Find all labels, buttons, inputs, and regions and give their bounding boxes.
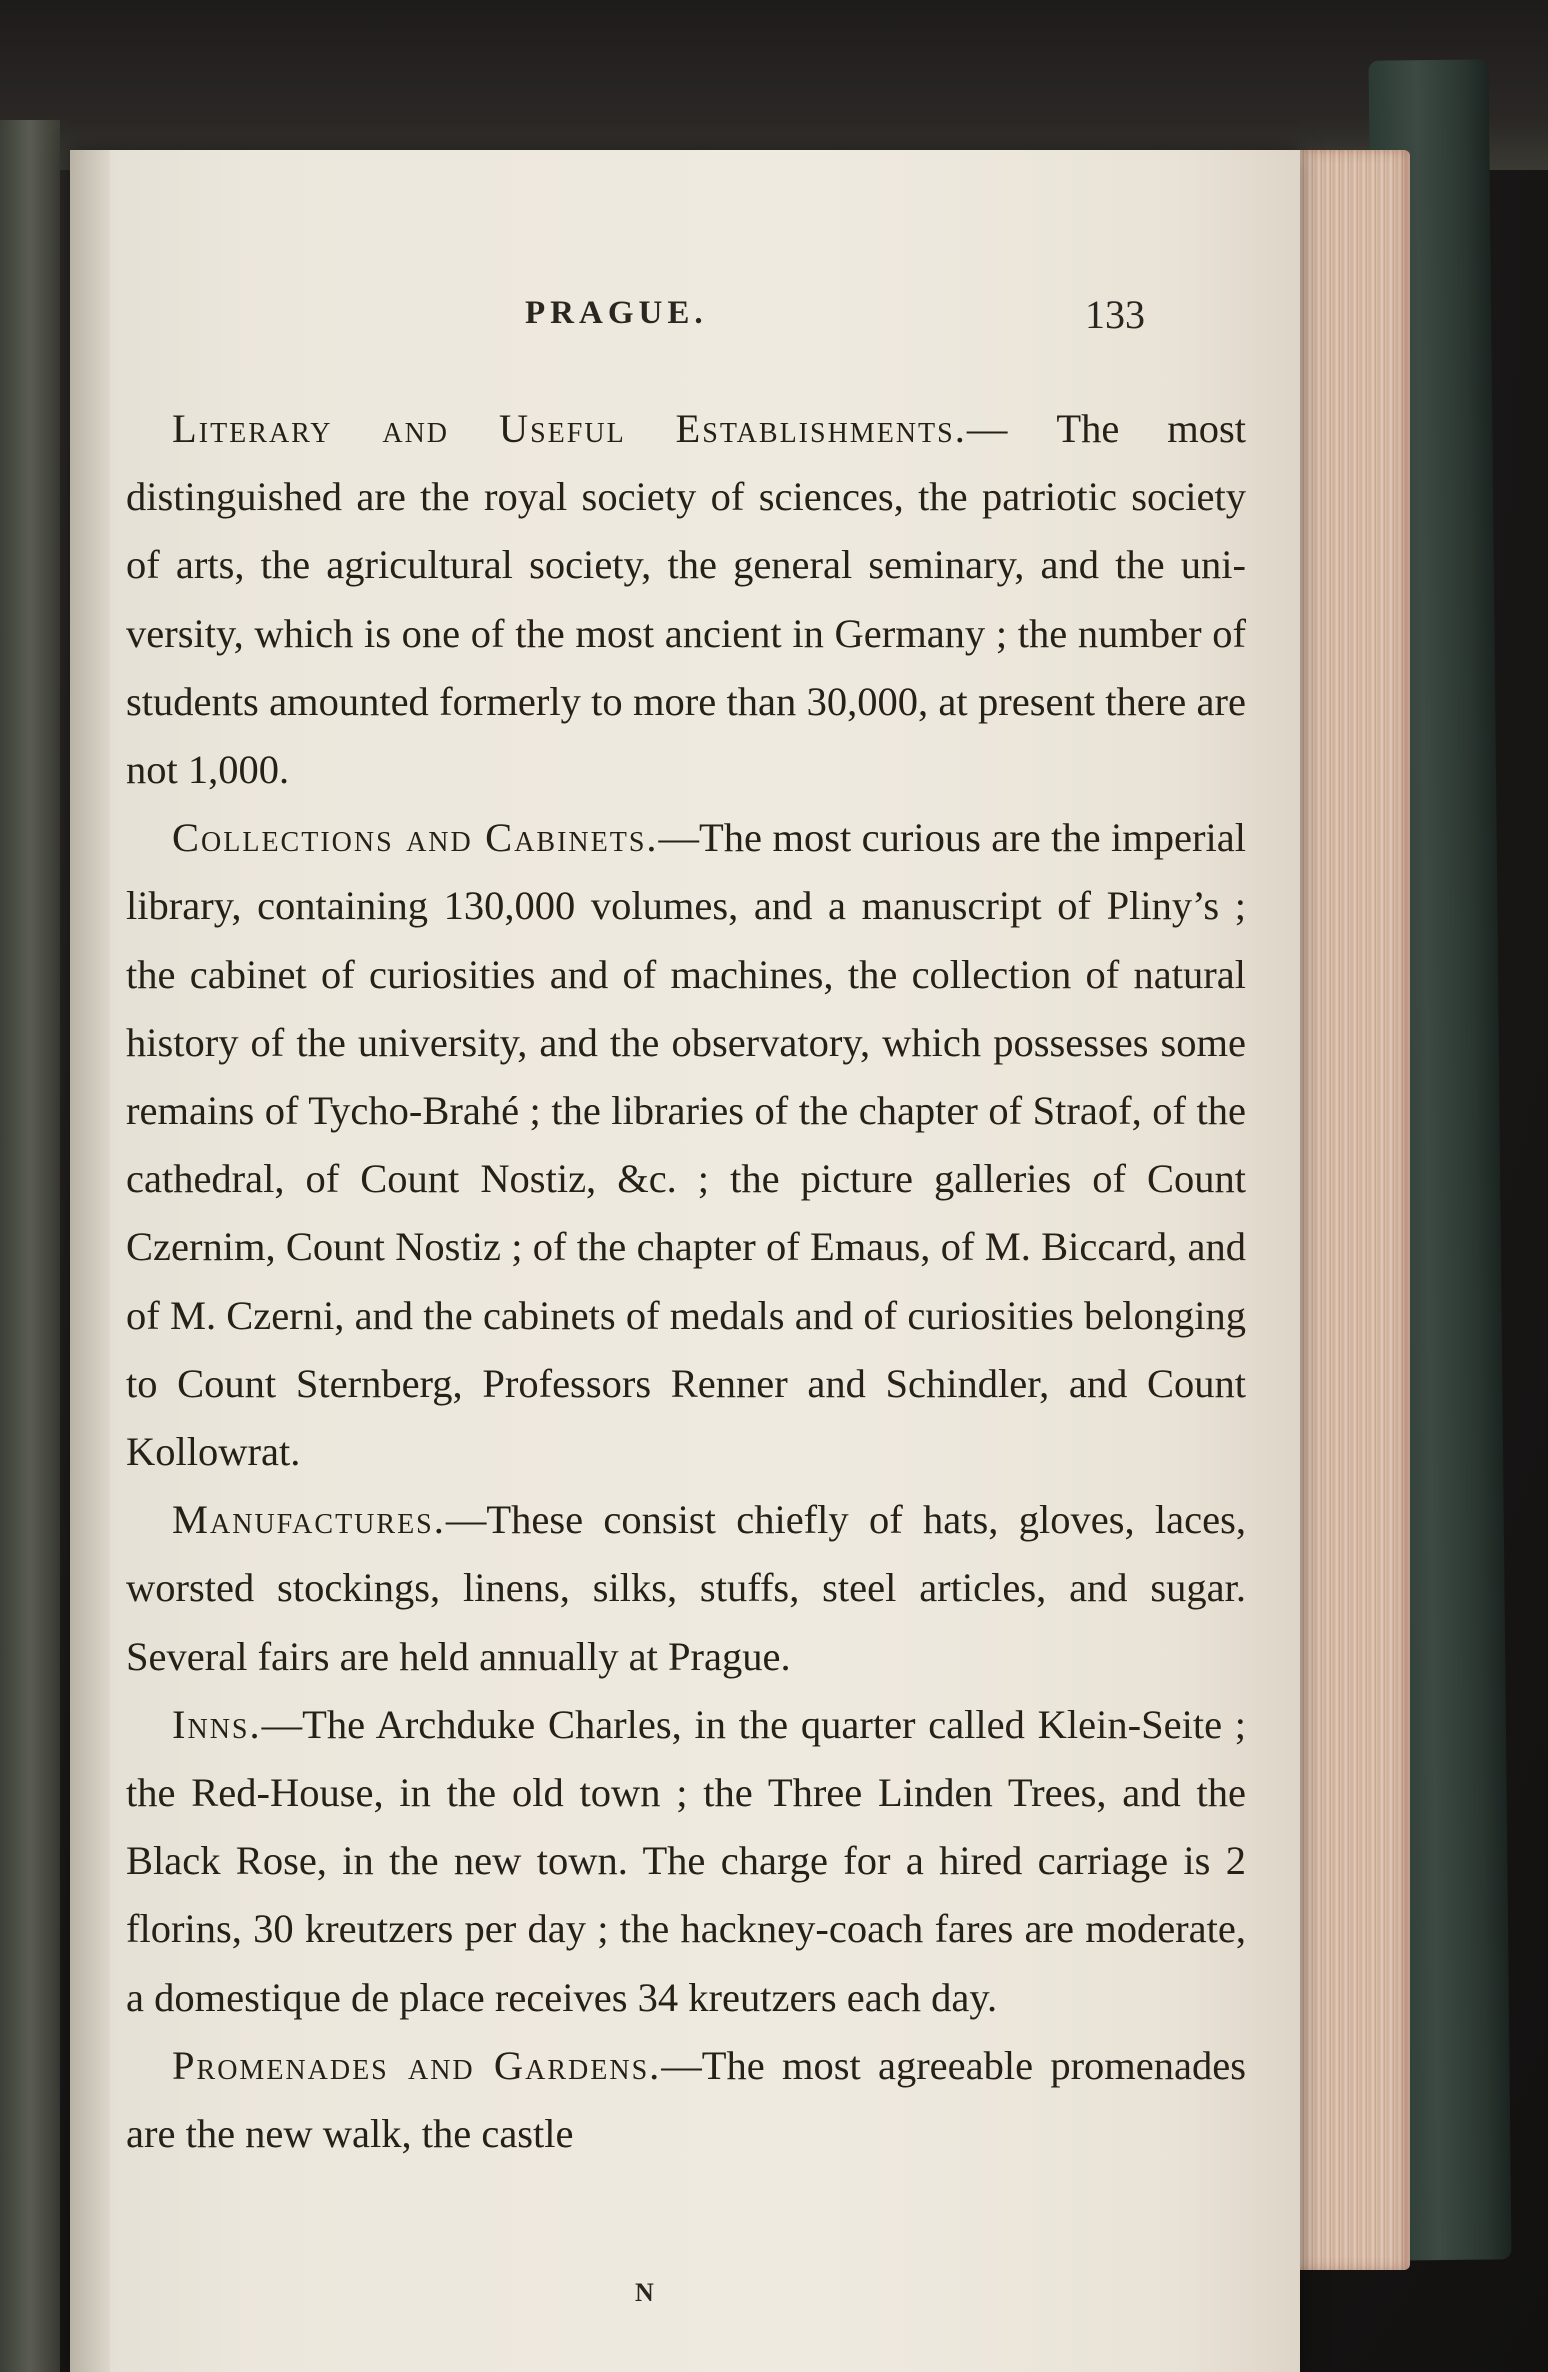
paragraph-heading: Manufactures.	[172, 1497, 446, 1543]
paragraph-collections	[126, 804, 1246, 1486]
paragraph-manufactures	[126, 1486, 1246, 1691]
paragraph-heading: Promenades and Gardens.	[172, 2042, 662, 2088]
page-gutter	[70, 150, 110, 2372]
body-text	[126, 395, 1246, 2168]
signature-mark: N	[635, 2278, 654, 2307]
paragraph-inns	[126, 1691, 1246, 2032]
paragraph-literary	[126, 395, 1246, 804]
paragraph-text: The most distinguished are the royal society of sciences, the patriotic society of arts, the agricultural society, the general seminary, and the university, which is one of the most ancient in Germany ; the number of students amounted formerly to more than 30,000, at present there are not 1,000.	[126, 406, 1247, 793]
book-page	[70, 150, 1300, 2372]
paragraph-text: —These consist chiefly of hats, gloves, laces, worsted stockings, linens, silks, stuffs, steel articles, and sugar. Several fairs are held annually at Prague.	[126, 1497, 1246, 1679]
page-header	[70, 292, 1300, 355]
paragraph-text: —The Archduke Charles, in the quarter called Klein-Seite ; the Red-House, in the old town ; the Three Linden Trees, and the Black Rose, in the new town. The charge for a hired carriage is 2 florins, 30 kreutzers per day ; the hackney-coach fares are moderate, a domestique de place receives 34 kreutzers each day.	[126, 1701, 1246, 2020]
running-head: PRAGUE.	[525, 295, 708, 331]
paragraph-text: —The most curious are the imperial library, containing 130,000 volumes, and a manuscript of Pliny’s ; the cabinet of curiosities and of machines, the collection of natural history of the university, and the observatory, which possesses some remains of Tycho-Brahé ; the libraries of the chapter of Straof, of the cathedral, of Count Nostiz, &c. ; the picture galleries of Count Czernim, Count Nostiz ; of the chapter of Emaus, of M. Biccard, and of M. Czerni, and the cabinets of medals and of curiosities belonging to Count Sternberg, Professors Renner and Schindler, and Count Kollowrat.	[126, 815, 1246, 1475]
book-cover-left	[0, 120, 60, 2372]
paragraph-heading: Inns.	[172, 1701, 262, 1747]
paragraph-heading: Collections and Cabinets.	[172, 815, 659, 861]
page-number: 133	[1085, 292, 1145, 337]
paragraph-promenades	[126, 2032, 1246, 2168]
paragraph-text: —The most agreeable promenades are the new walk, the castle	[126, 2042, 1247, 2157]
paragraph-heading: Literary and Useful Establishments.—	[172, 406, 1010, 451]
book-cover-top	[0, 0, 1548, 170]
